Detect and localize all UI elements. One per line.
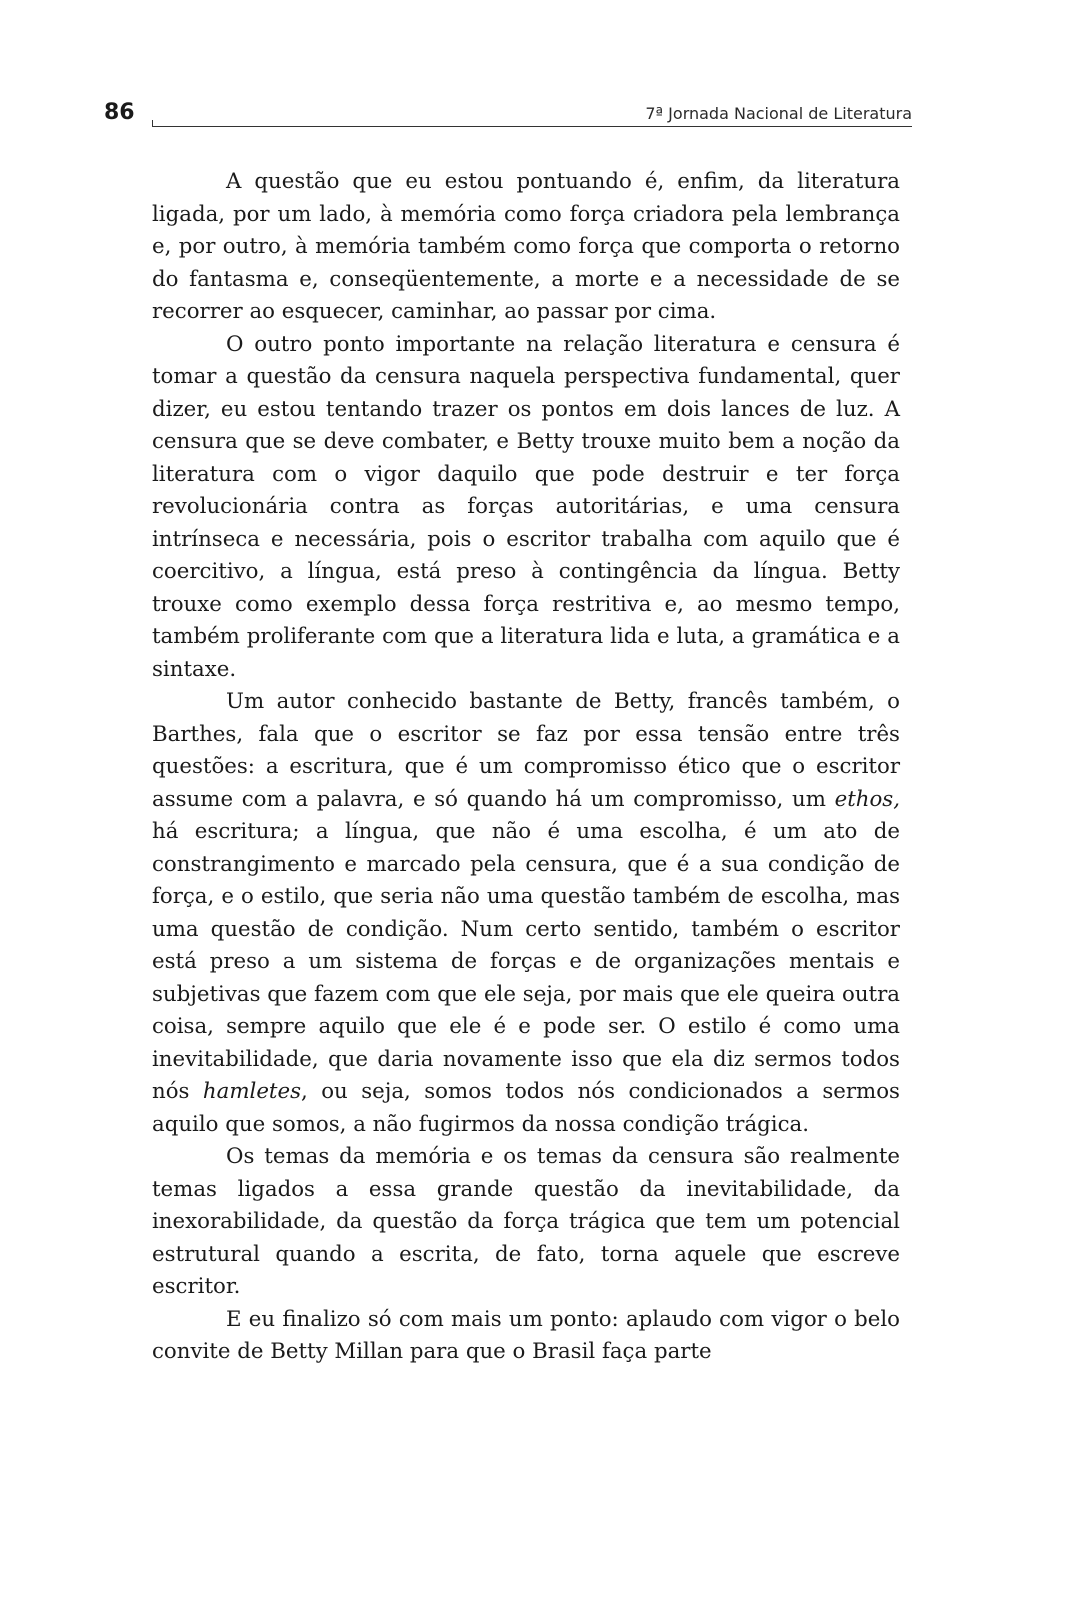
italic-hamletes: hamletes [202, 1079, 302, 1104]
body-text [152, 166, 900, 1369]
paragraph-3 [152, 686, 900, 1141]
header-rule [152, 126, 912, 127]
paragraph-3-text-a: Um autor conhecido bastante de Betty, francês também, o Barthes, fala que o escritor se faz por essa tensão entre três questões: a escritura, que é um compromisso ético que o escritor assume com a palavra, e só quando há um compromisso, um [152, 689, 900, 812]
page-number: 86 [104, 100, 135, 125]
paragraph-3-text-c: , ou seja, somos todos nós condicionados a sermos aquilo que somos, a não fugirmos da nossa condição trágica. [152, 1079, 900, 1137]
running-title: 7ª Jornada Nacional de Literatura [645, 104, 912, 123]
paragraph-2: O outro ponto importante na relação literatura e censura é tomar a questão da censura naquela perspectiva fundamental, quer dizer, eu estou tentando trazer os pontos em dois lances de luz. A censura que se deve combater, e Betty trouxe muito bem a noção da literatura com o vigor daquilo que pode destruir e ter força revolucionária contra as forças autoritárias, e uma censura intrínseca e necessária, pois o escritor trabalha com aquilo que é coercitivo, a língua, está preso à contingência da língua. Betty trouxe como exemplo dessa força restritiva e, ao mesmo tempo, também proliferante com que a literatura lida e luta, a gramática e a sintaxe. [152, 331, 900, 682]
page-header [104, 100, 912, 130]
paragraph-1: A questão que eu estou pontuando é, enfim, da literatura ligada, por um lado, à memória como força criadora pela lembrança e, por outro, à memória também como força que comporta o retorno do fantasma e, conseqüentemente, a morte e a necessidade de se recorrer ao esquecer, caminhar, ao passar por cima. [152, 169, 900, 324]
paragraph-5: E eu finalizo só com mais um ponto: aplaudo com vigor o belo convite de Betty Millan para que o Brasil faça parte [152, 1306, 900, 1364]
paragraph-3-text-b: há escritura; a língua, que não é uma escolha, é um ato de constrangimento e marcado pela censura, que é a sua condição de força, e o estilo, que seria não uma questão também de escolha, mas uma questão de condição. Num certo sentido, também o escritor está preso a um sistema de forças e de organizações mentais e subjetivas que fazem com que ele seja, por mais que ele queira outra coisa, sempre aquilo que ele é e pode ser. O estilo é como uma inevitabilidade, que daria novamente isso que ela diz sermos todos nós [152, 819, 900, 1104]
paragraph-4: Os temas da memória e os temas da censura são realmente temas ligados a essa grande questão da inevitabilidade, da inexorabilidade, da questão da força trágica que tem um potencial estrutural quando a escrita, de fato, torna aquele que escreve escritor. [152, 1144, 900, 1299]
italic-ethos: ethos, [834, 786, 900, 812]
